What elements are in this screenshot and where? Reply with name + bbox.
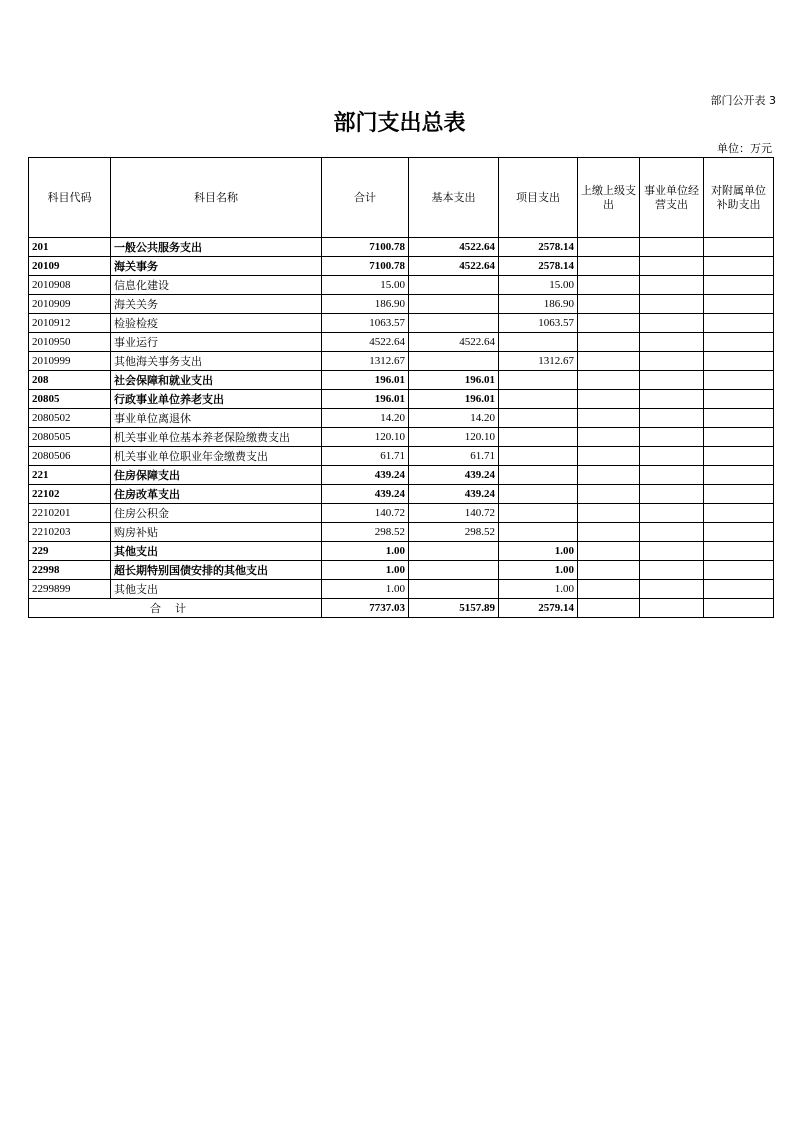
cell-basic xyxy=(409,314,499,333)
table-row xyxy=(29,428,774,447)
cell-business xyxy=(640,466,704,485)
cell-total: 196.01 xyxy=(322,371,409,390)
cell-basic: 196.01 xyxy=(409,371,499,390)
cell-basic: 196.01 xyxy=(409,390,499,409)
cell-subsidy xyxy=(704,447,774,466)
cell-name: 一般公共服务支出 xyxy=(111,238,322,257)
cell-business xyxy=(640,447,704,466)
cell-business xyxy=(640,542,704,561)
cell-basic xyxy=(409,295,499,314)
cell-business xyxy=(640,409,704,428)
cell-project: 1.00 xyxy=(499,561,578,580)
cell-name: 住房保障支出 xyxy=(111,466,322,485)
table-row xyxy=(29,390,774,409)
cell-basic xyxy=(409,542,499,561)
cell-project xyxy=(499,409,578,428)
cell-total: 7100.78 xyxy=(322,238,409,257)
header-name: 科目名称 xyxy=(111,158,322,238)
cell-project xyxy=(499,523,578,542)
cell-project: 2578.14 xyxy=(499,257,578,276)
table-row xyxy=(29,485,774,504)
cell-basic xyxy=(409,352,499,371)
cell-total: 1.00 xyxy=(322,580,409,599)
cell-business xyxy=(640,238,704,257)
cell-code: 221 xyxy=(29,466,111,485)
table-row xyxy=(29,580,774,599)
table-number: 部门公开表 3 xyxy=(710,94,776,107)
cell-code: 2080506 xyxy=(29,447,111,466)
cell-business xyxy=(640,333,704,352)
cell-name: 购房补贴 xyxy=(111,523,322,542)
total-total: 7737.03 xyxy=(322,599,409,618)
header-project: 项目支出 xyxy=(499,158,578,238)
cell-business xyxy=(640,485,704,504)
cell-subsidy xyxy=(704,238,774,257)
cell-upper xyxy=(578,447,640,466)
cell-subsidy xyxy=(704,428,774,447)
cell-name: 其他海关事务支出 xyxy=(111,352,322,371)
cell-upper xyxy=(578,352,640,371)
cell-code: 2010912 xyxy=(29,314,111,333)
cell-code: 2010908 xyxy=(29,276,111,295)
cell-code: 2010999 xyxy=(29,352,111,371)
cell-basic xyxy=(409,561,499,580)
total-business xyxy=(640,599,704,618)
table-row xyxy=(29,257,774,276)
cell-business xyxy=(640,371,704,390)
cell-upper xyxy=(578,580,640,599)
total-label: 合计 xyxy=(29,599,322,618)
cell-name: 超长期特别国债安排的其他支出 xyxy=(111,561,322,580)
cell-subsidy xyxy=(704,295,774,314)
cell-name: 社会保障和就业支出 xyxy=(111,371,322,390)
cell-subsidy xyxy=(704,561,774,580)
cell-name: 事业运行 xyxy=(111,333,322,352)
cell-code: 2210201 xyxy=(29,504,111,523)
cell-total: 298.52 xyxy=(322,523,409,542)
cell-upper xyxy=(578,485,640,504)
cell-upper xyxy=(578,276,640,295)
cell-subsidy xyxy=(704,523,774,542)
cell-upper xyxy=(578,428,640,447)
cell-code: 2299899 xyxy=(29,580,111,599)
cell-total: 120.10 xyxy=(322,428,409,447)
cell-name: 海关关务 xyxy=(111,295,322,314)
cell-upper xyxy=(578,390,640,409)
cell-upper xyxy=(578,238,640,257)
cell-upper xyxy=(578,523,640,542)
cell-total: 14.20 xyxy=(322,409,409,428)
cell-business xyxy=(640,276,704,295)
cell-code: 201 xyxy=(29,238,111,257)
total-upper xyxy=(578,599,640,618)
total-basic: 5157.89 xyxy=(409,599,499,618)
cell-total: 196.01 xyxy=(322,390,409,409)
cell-project: 15.00 xyxy=(499,276,578,295)
cell-total: 61.71 xyxy=(322,447,409,466)
cell-total: 439.24 xyxy=(322,485,409,504)
table-header-row xyxy=(29,158,774,238)
total-row xyxy=(29,599,774,618)
cell-basic: 4522.64 xyxy=(409,238,499,257)
cell-project: 2578.14 xyxy=(499,238,578,257)
table-row xyxy=(29,295,774,314)
cell-business xyxy=(640,295,704,314)
cell-upper xyxy=(578,257,640,276)
cell-code: 2010909 xyxy=(29,295,111,314)
cell-basic: 439.24 xyxy=(409,466,499,485)
cell-code: 2080505 xyxy=(29,428,111,447)
table-row xyxy=(29,352,774,371)
cell-code: 208 xyxy=(29,371,111,390)
cell-name: 行政事业单位养老支出 xyxy=(111,390,322,409)
cell-basic: 4522.64 xyxy=(409,333,499,352)
header-upper: 上缴上级支出 xyxy=(578,158,640,238)
cell-subsidy xyxy=(704,580,774,599)
cell-upper xyxy=(578,561,640,580)
cell-business xyxy=(640,390,704,409)
cell-name: 其他支出 xyxy=(111,542,322,561)
cell-basic: 298.52 xyxy=(409,523,499,542)
table-row xyxy=(29,333,774,352)
table-row xyxy=(29,466,774,485)
cell-code: 22998 xyxy=(29,561,111,580)
cell-subsidy xyxy=(704,409,774,428)
table-row xyxy=(29,314,774,333)
cell-name: 住房改革支出 xyxy=(111,485,322,504)
cell-code: 22102 xyxy=(29,485,111,504)
cell-code: 20805 xyxy=(29,390,111,409)
header-total: 合计 xyxy=(322,158,409,238)
cell-basic: 140.72 xyxy=(409,504,499,523)
cell-code: 2210203 xyxy=(29,523,111,542)
table-row xyxy=(29,561,774,580)
cell-total: 1.00 xyxy=(322,542,409,561)
header-basic: 基本支出 xyxy=(409,158,499,238)
table-row xyxy=(29,523,774,542)
cell-name: 机关事业单位基本养老保险缴费支出 xyxy=(111,428,322,447)
cell-subsidy xyxy=(704,504,774,523)
header-code: 科目代码 xyxy=(29,158,111,238)
cell-business xyxy=(640,561,704,580)
cell-basic: 14.20 xyxy=(409,409,499,428)
cell-subsidy xyxy=(704,352,774,371)
cell-total: 15.00 xyxy=(322,276,409,295)
cell-upper xyxy=(578,371,640,390)
cell-total: 1063.57 xyxy=(322,314,409,333)
cell-total: 140.72 xyxy=(322,504,409,523)
cell-code: 2010950 xyxy=(29,333,111,352)
total-project: 2579.14 xyxy=(499,599,578,618)
cell-upper xyxy=(578,542,640,561)
cell-total: 7100.78 xyxy=(322,257,409,276)
cell-basic xyxy=(409,580,499,599)
cell-basic xyxy=(409,276,499,295)
total-subsidy xyxy=(704,599,774,618)
expenditure-table xyxy=(28,157,774,618)
cell-project xyxy=(499,428,578,447)
cell-project xyxy=(499,466,578,485)
cell-code: 2080502 xyxy=(29,409,111,428)
cell-name: 其他支出 xyxy=(111,580,322,599)
cell-project: 1.00 xyxy=(499,580,578,599)
table-row xyxy=(29,504,774,523)
table-row xyxy=(29,409,774,428)
table-body xyxy=(29,238,774,618)
cell-business xyxy=(640,428,704,447)
cell-basic: 4522.64 xyxy=(409,257,499,276)
unit-label: 单位：万元 xyxy=(717,142,772,155)
cell-project xyxy=(499,504,578,523)
cell-project xyxy=(499,390,578,409)
cell-basic: 61.71 xyxy=(409,447,499,466)
cell-project xyxy=(499,485,578,504)
page-title: 部门支出总表 xyxy=(333,111,466,136)
cell-subsidy xyxy=(704,333,774,352)
cell-upper xyxy=(578,314,640,333)
table-row xyxy=(29,447,774,466)
cell-total: 186.90 xyxy=(322,295,409,314)
cell-project: 186.90 xyxy=(499,295,578,314)
cell-subsidy xyxy=(704,390,774,409)
header-subsidy: 对附属单位补助支出 xyxy=(704,158,774,238)
cell-business xyxy=(640,257,704,276)
cell-business xyxy=(640,523,704,542)
cell-code: 229 xyxy=(29,542,111,561)
cell-total: 4522.64 xyxy=(322,333,409,352)
cell-total: 1.00 xyxy=(322,561,409,580)
cell-upper xyxy=(578,504,640,523)
cell-business xyxy=(640,504,704,523)
cell-project xyxy=(499,333,578,352)
cell-subsidy xyxy=(704,466,774,485)
cell-name: 机关事业单位职业年金缴费支出 xyxy=(111,447,322,466)
cell-business xyxy=(640,314,704,333)
cell-project: 1063.57 xyxy=(499,314,578,333)
cell-upper xyxy=(578,295,640,314)
cell-name: 检验检疫 xyxy=(111,314,322,333)
cell-upper xyxy=(578,466,640,485)
cell-basic: 120.10 xyxy=(409,428,499,447)
cell-project xyxy=(499,371,578,390)
cell-project: 1.00 xyxy=(499,542,578,561)
cell-subsidy xyxy=(704,276,774,295)
header-business: 事业单位经营支出 xyxy=(640,158,704,238)
cell-name: 住房公积金 xyxy=(111,504,322,523)
cell-project: 1312.67 xyxy=(499,352,578,371)
cell-total: 439.24 xyxy=(322,466,409,485)
cell-name: 海关事务 xyxy=(111,257,322,276)
cell-name: 事业单位离退休 xyxy=(111,409,322,428)
cell-basic: 439.24 xyxy=(409,485,499,504)
cell-upper xyxy=(578,409,640,428)
table-row xyxy=(29,276,774,295)
cell-subsidy xyxy=(704,314,774,333)
cell-subsidy xyxy=(704,485,774,504)
cell-total: 1312.67 xyxy=(322,352,409,371)
cell-subsidy xyxy=(704,542,774,561)
table-row xyxy=(29,238,774,257)
cell-upper xyxy=(578,333,640,352)
cell-name: 信息化建设 xyxy=(111,276,322,295)
table-row xyxy=(29,542,774,561)
cell-project xyxy=(499,447,578,466)
table-row xyxy=(29,371,774,390)
cell-business xyxy=(640,352,704,371)
cell-subsidy xyxy=(704,371,774,390)
cell-business xyxy=(640,580,704,599)
cell-code: 20109 xyxy=(29,257,111,276)
cell-subsidy xyxy=(704,257,774,276)
